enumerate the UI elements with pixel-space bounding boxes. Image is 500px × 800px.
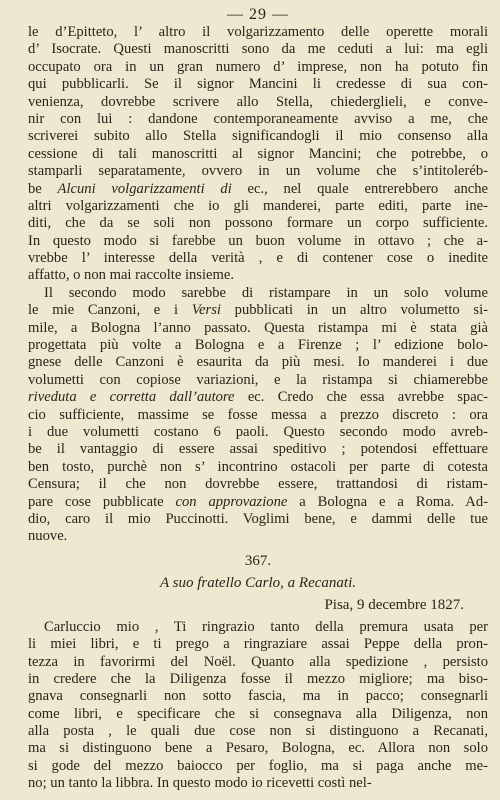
text-line: ma si distinguono bene a Pesaro, Bologna, ec. Allora non solo <box>28 740 488 757</box>
paragraph-continued-letter <box>28 24 488 285</box>
text-line: i due volumetti costano 6 paoli. Questo secondo modo avreb- <box>28 423 488 440</box>
text-line: in credere che la Diligenza fosse il mezzo migliore; ma biso- <box>28 670 488 687</box>
text-line: scriverei subito allo Stella significandogli il mio consenso alla <box>28 128 488 145</box>
italic-run: riveduta e corretta dall’autore <box>28 389 235 406</box>
text-line: Il secondo modo sarebbe di ristampare in un solo volume <box>44 284 488 301</box>
page-number: — 29 — <box>227 6 289 23</box>
text-line: venienza, dovrebbe scrivere allo Stella, chiederglieli, e conve- <box>28 93 488 110</box>
text-run: le mie Canzoni, e i <box>28 302 192 319</box>
text-run: pare cose pubblicate <box>28 493 176 510</box>
text-line: si gode del mezzo baiocco per foglio, ma si paga anche me- <box>28 757 488 774</box>
text-run: ec., nel quale entrerebbero anche <box>231 180 488 197</box>
text-line <box>28 181 488 198</box>
paragraph-letter-to-carlo <box>28 619 488 793</box>
text-line: gnava consegnarli non sotto fascia, ma in pacco; consegnarli <box>28 688 488 705</box>
text-line: Censura; il che non dovrebbe essere, trattandosi di ristam- <box>28 476 488 493</box>
text-line: be il vantaggio di essere assai speditivo ; potendosi effettuare <box>28 441 488 458</box>
text-line: qui pubblicarli. Se il signor Mancini li credesse di sua con- <box>28 76 488 93</box>
letter-number: 367. <box>244 552 272 569</box>
text-line: affatto, o non mai raccolte insieme. <box>28 267 234 284</box>
text-line: volumetti con copiose variazioni, e la ristampa si chiamerebbe <box>28 371 488 388</box>
text-line: occupato ora in un gran numero d’ imprese, non ha potuto fin <box>28 58 488 75</box>
text-line: dio, caro il mio Puccinotti. Voglimi bene, e dammi delle tue <box>28 510 488 527</box>
text-line <box>28 494 488 511</box>
italic-run: con approvazione <box>175 493 288 510</box>
text-run: pubblicati in un altro volumetto si- <box>220 302 488 319</box>
text-line: diti, che da se soli non possono formare un corpo sufficiente. <box>28 215 488 232</box>
text-run: ec. Credo che essa avrebbe spac- <box>234 389 488 406</box>
text-line: In questo modo si farebbe un buon volume in ottavo ; che a- <box>28 232 488 249</box>
letter-heading: A suo fratello Carlo, a Recanati. <box>160 574 356 591</box>
text-line: li miei libri, e ti prego a ringraziare assai Peppe della pron- <box>28 636 488 653</box>
italic-run: Versi <box>191 302 221 319</box>
text-line: mile, a Bologna l’anno passato. Questa ristampa mi è stata già <box>28 319 488 336</box>
text-line: stamparli separatamente, ovvero in un volume che s’intitoleréb- <box>28 163 488 180</box>
text-line <box>28 389 488 406</box>
text-line: altri volgarizzamenti che io gli manderei, parte editi, parte ine- <box>28 197 488 214</box>
text-run: be <box>28 180 58 197</box>
text-line: cio sufficiente, massime se fosse messa a prezzo discreto : ora <box>28 406 488 423</box>
text-line: ben tosto, purchè non s’ incontrino ostacoli per parte di cotesta <box>28 458 488 475</box>
text-line: d’ Isocrate. Questi manoscritti sono da me ceduti a lui: ma egli <box>28 41 488 58</box>
letter-date: Pisa, 9 decembre 1827. <box>324 596 464 613</box>
text-line <box>28 302 488 319</box>
text-line: Carluccio mio , Ti ringrazio tanto della premura usata per <box>44 618 488 635</box>
text-line: no; un tanto la libbra. In questo modo io ricevetti costì nel- <box>28 775 372 792</box>
text-run: a Bologna e a Roma. Ad- <box>287 493 488 510</box>
text-line: nuove. <box>28 528 68 545</box>
paragraph-second-mode <box>28 285 488 546</box>
text-line: gnese delle Canzoni è esaurita da più mesi. Io manderei i due <box>28 354 488 371</box>
text-line: vrebbe l’ interesse della verità , e di contener cose o inedite <box>28 250 488 267</box>
text-line: alla posta , le quali due cose non si distinguono a Recanati, <box>28 723 488 740</box>
text-line: cessione di tali manoscritti al signor Mancini; che potrebbe, o <box>28 145 488 162</box>
text-line: nir con lui : dandone contemporaneamente avviso a me, che <box>28 110 488 127</box>
italic-run: Alcuni volgarizzamenti di <box>57 180 232 197</box>
text-line: progettata più volte a Bologna e a Firenze ; l’ edizione bolo- <box>28 337 488 354</box>
text-line: come libri, e specificare che si consegnava alla Diligenza, non <box>28 705 488 722</box>
text-line: tezza in favorirmi del Noël. Quanto alla spedizione , persisto <box>28 653 488 670</box>
text-line: le d’Epitteto, l’ altro il volgarizzamento delle operette morali <box>28 24 488 40</box>
